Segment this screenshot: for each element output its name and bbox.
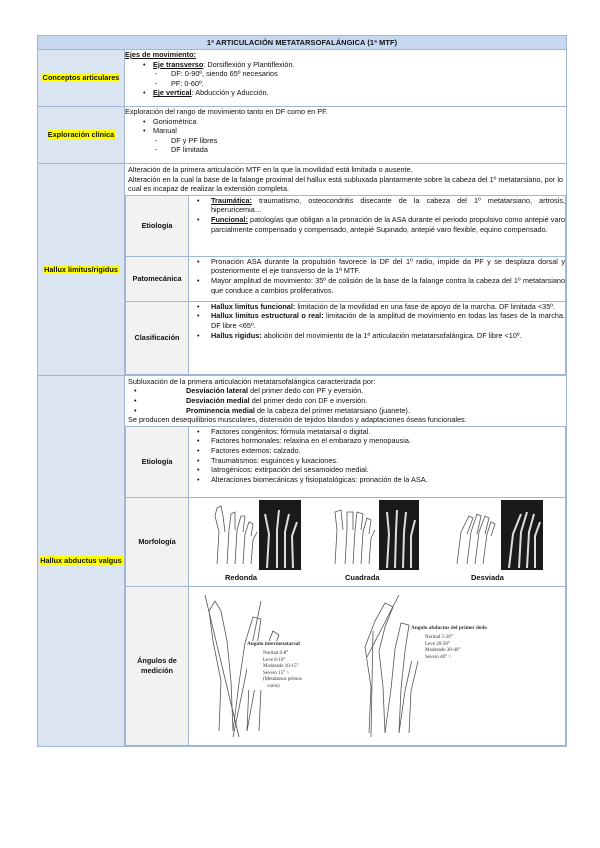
- clasif-3-label: Hallus rigidus:: [211, 330, 262, 340]
- traumatica-text: traumatismo, osteocondritis disecante de la cabeza del 1º metatarsiano, artrosis, hiperuricemia…: [211, 195, 565, 215]
- ejes-heading: Ejes de movimiento:: [125, 50, 196, 59]
- caption-redonda: Redonda: [225, 572, 258, 582]
- pato-item-2: • Mayor amplitud de movimiento: 35º de colisión de la base de la falange contra la cabeza del 1º metatarsiano que conduce a cambios proliferativos.: [189, 276, 565, 295]
- label-limitus: [38, 164, 125, 376]
- foot-drawing-square: [329, 502, 377, 568]
- eje-vertical-label: Eje vertical: [153, 88, 192, 98]
- clasif-1-label: Hallux limitus funcional:: [211, 301, 296, 311]
- fig2-line: Moderado 30-40°: [425, 648, 461, 654]
- fig2-line: Leve 20-30°: [425, 641, 450, 647]
- desviacion-lateral-label: Desviación lateral: [186, 386, 249, 396]
- angulos-image-row: [189, 587, 565, 745]
- label-abductus: [38, 375, 125, 746]
- fig2-line: Normal 5-20°: [425, 635, 453, 641]
- df-limitada: - DF limitada: [125, 145, 566, 155]
- goniometrica-item: • Goniométrica: [125, 117, 566, 127]
- traumatica-item: [189, 196, 565, 215]
- row-conceptos: [38, 50, 567, 107]
- hallux-abductus-legend: [411, 625, 501, 662]
- fig1-line: Leve 8-10°: [263, 657, 286, 663]
- content-conceptos: [125, 50, 567, 107]
- abductus-outro: Se producen desequilibrios musculares, distensión de tejidos blandos y adaptaciones óseas funcionales.: [128, 415, 467, 425]
- label-text: Hallux limitus/rigidus: [44, 264, 118, 274]
- clasif-item-1: [189, 302, 565, 312]
- sublabel-angulos: Ángulos de medición: [126, 586, 189, 745]
- foot-drawing-deviated: [451, 502, 499, 568]
- angulos-figures: [189, 586, 566, 745]
- title-text: 1ª ARTICULACIÓN METATARSOFALÁNGICA (1ª MTF): [206, 38, 398, 47]
- clasif-item-3: [189, 331, 565, 341]
- row-limitus: [38, 164, 567, 376]
- label-text: Hallux abductus valgus: [40, 555, 122, 565]
- eje-transverso-label: Eje transverso: [153, 59, 204, 69]
- hav-etiologia: [189, 426, 566, 497]
- label-text: Exploración clínica: [47, 130, 115, 140]
- hallux-abductus-angle-diagram: [349, 591, 509, 741]
- prominencia-medial-text: de la cabeza del primer metatarsiano (juanete).: [254, 405, 410, 415]
- pato-item-1: • Pronación ASA durante la propulsión favorece la DF del 1º radio, impide da PF y se desplaza dorsal y posteriormente el eje transverso de la 1ª MTF.: [189, 257, 565, 276]
- funcional-label: Funcional:: [211, 214, 248, 224]
- df-range: - DF: 0-90º, siendo 65º necesarios: [125, 69, 566, 79]
- desviacion-medial-text: del primer dedo con DF e inversión.: [249, 395, 368, 405]
- clasif-item-2: [189, 311, 565, 330]
- sublabel-clasificacion: Clasificación: [126, 301, 189, 374]
- prominencia-medial-label: Prominencia medial: [186, 405, 255, 415]
- fig1-line: Moderado 10-15°: [263, 664, 299, 670]
- desviacion-lateral-text: del primer dedo con PF y eversión.: [248, 386, 364, 396]
- limitus-intro-2: Alteración en la cual la base de la falange proximal del hallux está subluxada plantarmente sobre la cabeza del 1º metatarsiano, por lo cual es incapaz de realizar la extensión completa.: [128, 174, 563, 194]
- page-title: [38, 36, 567, 50]
- intermetatarsal-legend: [247, 641, 321, 691]
- eje-transverso-item: [125, 60, 566, 70]
- content-abductus: [125, 375, 567, 746]
- row-exploracion: [38, 107, 567, 164]
- fig2-line: Severo 40° >: [425, 654, 452, 660]
- hav-etiologia-item: • Traumatismos: esguinces y luxaciones.: [189, 456, 565, 466]
- fig1-line: varus): [267, 683, 280, 689]
- fig2-title: Angulo abductus del primer dedo: [411, 624, 487, 631]
- abductus-bullet-3: [128, 406, 563, 416]
- hav-etiologia-item: • Alteraciones biomecánicas y fisiopatológicas: pronación de la ASA.: [189, 475, 565, 485]
- main-table: [37, 35, 567, 747]
- desviacion-medial-label: Desviación medial: [186, 395, 250, 405]
- hav-etiologia-item: • Factores externos: calzado.: [189, 446, 565, 456]
- abductus-intro-text: Subluxación de la primera articulación metatarsofalángica caracterizada por:: [128, 376, 376, 386]
- xray-deviated: [501, 500, 543, 570]
- eje-vertical-item: [125, 88, 566, 98]
- fig1-line: Normal 6-8°: [263, 651, 289, 657]
- abductus-bullet-2: [128, 396, 563, 406]
- eje-vertical-text: : Abducción y Aducción.: [191, 88, 269, 98]
- content-limitus: [125, 164, 567, 376]
- fig2-values: [411, 635, 501, 661]
- funcional-text: patologías que obligan a la pronación de la ASA durante el periodo propulsivo como antepié varo parcialmente compensado y compensado, antepié Supinado, antepié varo flexible, equino compensado.: [211, 214, 565, 234]
- label-conceptos: [38, 50, 125, 107]
- xray-square: [379, 500, 419, 570]
- fig1-line: Severo 15° >: [263, 670, 290, 676]
- manual-item: • Manual: [125, 126, 566, 136]
- fig1-line: (Metatarsus primus: [263, 677, 302, 683]
- limitus-etiologia: [189, 195, 566, 256]
- caption-desviada: Desviada: [471, 572, 504, 582]
- limitus-subtable: [125, 195, 566, 375]
- hav-etiologia-item: • Factores hormonales: relaxina en el embarazo y menopausia.: [189, 436, 565, 446]
- limitus-intro-1: Alteración de la primera articulación MTF en la que la movilidad está limitada o ausente.: [128, 165, 413, 174]
- clasif-2-label: Hallux limitus estructural o real:: [211, 311, 324, 321]
- morfologia-image-row: [189, 498, 565, 586]
- foot-drawing-round: [211, 502, 259, 568]
- clasif-2-text: limitación de la amplitud de movimiento en todas las fases de la marcha. DF libre <65º.: [211, 311, 565, 330]
- abductus-intro: [125, 376, 566, 426]
- xray-round: [259, 500, 301, 570]
- sublabel-morfologia: Morfología: [126, 497, 189, 586]
- hav-etiologia-item: • Iatrogénicos: extirpación del sesamoideo medial.: [189, 465, 565, 475]
- caption-cuadrada: Cuadrada: [345, 572, 380, 582]
- eje-transverso-text: : Dorsiflexión y Plantiflexión.: [203, 59, 295, 69]
- clasif-1-text: limitación de la movilidad en una fase de apoyo de la marcha. DF limitada <35º.: [295, 301, 555, 311]
- fig1-values: [247, 651, 321, 690]
- limitus-patomecanica: [189, 256, 566, 301]
- abductus-subtable: [125, 426, 566, 746]
- sublabel-patomecanica: Patomecánica: [126, 256, 189, 301]
- exploracion-intro: Exploración del rango de movimiento tanto en DF como en PF.: [125, 107, 328, 116]
- funcional-item: [189, 215, 565, 234]
- limitus-intro: [125, 164, 566, 195]
- traumatica-label: Traumática:: [211, 195, 252, 205]
- clasif-3-text: abolición del movimiento de la 1ª articulación metatarsofalángica. DF libre <10º.: [261, 330, 522, 340]
- fig1-title: Angulo intermetatarsal: [247, 640, 300, 647]
- abductus-bullet-1: [128, 386, 563, 396]
- row-abductus: [38, 375, 567, 746]
- content-exploracion: [125, 107, 567, 164]
- sublabel-etiologia: Etiología: [126, 195, 189, 256]
- limitus-clasificacion: [189, 301, 566, 374]
- morfologia-figures: [189, 497, 566, 586]
- pf-range: - PF: 0-60º.: [125, 79, 566, 89]
- label-exploracion: [38, 107, 125, 164]
- label-text: Conceptos articulares: [42, 73, 120, 83]
- sublabel-hav-etiologia: Etiología: [126, 426, 189, 497]
- hav-etiologia-item: • Factores congénitos: fórmula metatarsal o digital.: [189, 427, 565, 437]
- df-pf-libres: - DF y PF libres: [125, 136, 566, 146]
